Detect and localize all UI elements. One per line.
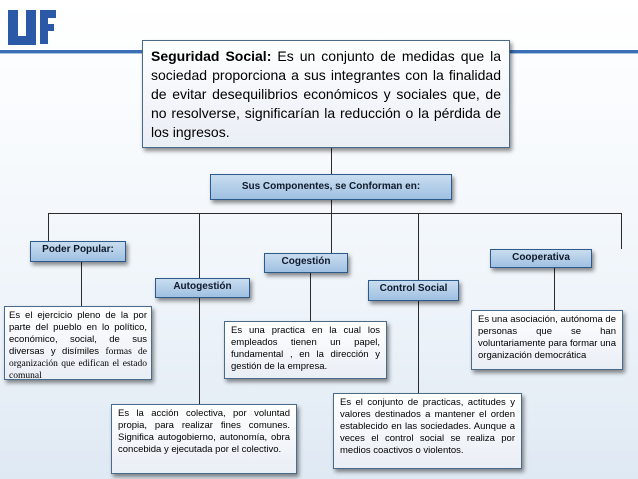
node-desc-cogestion-text: Es una practica en la cual los empleados tienen un papel, fundamental , en la dirección y gestión de la empresa. <box>231 325 380 372</box>
node-title-cooperativa: Cooperativa <box>490 249 592 268</box>
connector-line <box>554 268 555 310</box>
connector-line <box>48 213 622 214</box>
connector-line <box>418 213 419 280</box>
node-desc-control-social <box>333 393 522 469</box>
node-desc-poder-popular-text-serif: formas de organización que edifican el estado comunal <box>9 347 148 381</box>
connector-line <box>331 200 332 213</box>
node-desc-poder-popular <box>4 306 152 380</box>
connector-line <box>48 213 49 241</box>
connector-line <box>199 298 200 404</box>
connector-line <box>199 213 200 278</box>
node-desc-autogestion-text: Es la acción colectiva, por voluntad propia, para realizar fines comunes. Significa autogobierno, autonomía, obra concebida y ejecutada por el colectivo. <box>118 408 290 455</box>
node-desc-autogestion <box>111 404 297 474</box>
node-desc-cooperativa-text: Es una asociación, autónoma de personas que se han voluntariamente para formar una organización democrática <box>478 314 616 361</box>
node-title-autogestion: Autogestión <box>155 278 250 298</box>
definition-box <box>142 40 510 148</box>
connector-line <box>331 213 332 253</box>
node-desc-cogestion <box>224 321 387 379</box>
node-desc-cooperativa <box>471 310 623 370</box>
definition-term: Seguridad Social: <box>151 48 272 64</box>
connector-line <box>331 148 332 174</box>
connector-line <box>621 213 622 249</box>
components-label: Sus Componentes, se Conforman en: <box>210 174 452 200</box>
node-title-poder-popular: Poder Popular: <box>30 241 126 262</box>
node-title-cogestion: Cogestión <box>264 253 348 273</box>
node-title-control-social: Control Social <box>368 280 459 301</box>
connector-line <box>81 262 82 306</box>
connector-line <box>310 273 311 321</box>
node-desc-control-social-text: Es el conjunto de practicas, actitudes y valores destinados a mantener el orden establecido en las sociedades. Aunque a veces el control social se realiza por medios coactivos o violentos. <box>340 397 515 456</box>
node-desc-poder-popular-text: Es el ejercicio pleno de la por parte del pueblo en lo político, económico, social, de sus diversas y disímiles <box>9 310 147 357</box>
university-logo-icon <box>6 6 58 54</box>
definition-text: Es un conjunto de medidas que la sociedad proporciona a sus integrantes con la finalidad de evitar desequilibrios económicos y sociales que, de no resolverse, significarían la reducción o la pérdida de los ingresos. <box>151 48 502 140</box>
connector-line <box>418 301 419 393</box>
